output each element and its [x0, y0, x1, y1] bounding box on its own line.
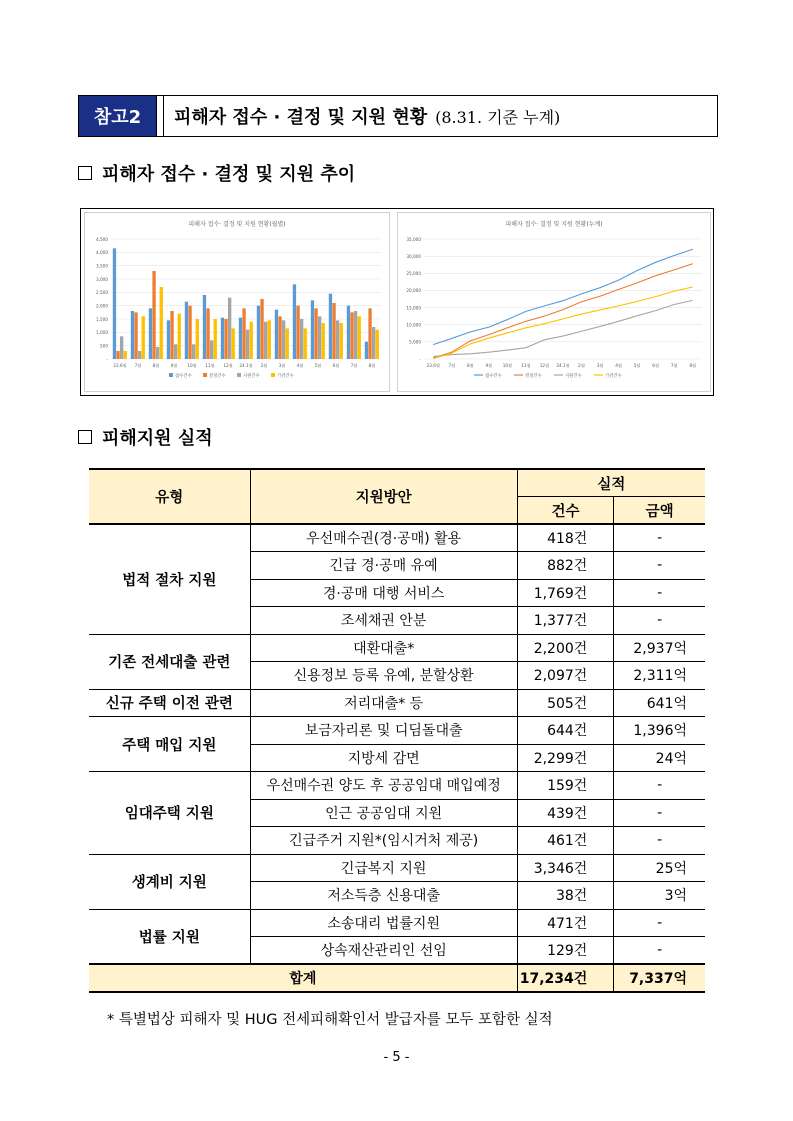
- x-tick-label: 8월: [368, 363, 376, 368]
- row-method: 긴급 경·공매 유예: [250, 552, 517, 580]
- reference-heading: [78, 95, 718, 137]
- y-tick-label: -: [419, 356, 421, 362]
- row-count: 461건: [517, 827, 614, 855]
- bar: [170, 311, 173, 359]
- x-tick-label: 11월: [205, 363, 215, 368]
- y-tick-label: 35,000: [406, 236, 421, 242]
- x-tick-label: 3월: [278, 363, 286, 368]
- bar: [300, 319, 303, 359]
- bar: [286, 328, 289, 359]
- x-tick-label: 12월: [539, 363, 550, 368]
- bar: [318, 316, 321, 359]
- row-amount: 24억: [614, 744, 705, 772]
- row-count: 418건: [517, 524, 614, 552]
- y-tick-label: -: [106, 356, 108, 362]
- x-tick-label: 3월: [596, 363, 604, 368]
- y-tick-label: 4,000: [96, 250, 108, 256]
- row-method: 우선매수권 양도 후 공공임대 매입예정: [250, 772, 517, 800]
- reference-date-note: (8.31. 기준 누계): [435, 107, 561, 127]
- row-amount: -: [614, 799, 705, 827]
- y-tick-label: 25,000: [406, 271, 421, 277]
- bar: [138, 351, 141, 359]
- x-tick-label: 4월: [296, 363, 304, 368]
- bar: [365, 342, 368, 359]
- legend-swatch: [203, 373, 207, 377]
- bar: [174, 344, 177, 359]
- bar: [120, 336, 123, 359]
- bar: [311, 300, 314, 359]
- row-method: 신용정보 등록 유예, 분할상환: [250, 662, 517, 690]
- row-count: 38건: [517, 882, 614, 910]
- row-type: 주택 매입 지원: [89, 717, 250, 772]
- series-line: [433, 287, 692, 359]
- row-count: 2,200건: [517, 634, 614, 662]
- bar: [203, 295, 206, 359]
- row-amount: -: [614, 937, 705, 965]
- section-support-title: 피해지원 실적: [102, 428, 213, 449]
- row-method: 저리대출* 등: [250, 689, 517, 717]
- table-row: [89, 717, 705, 745]
- row-amount: -: [614, 552, 705, 580]
- legend-label: 지원건수: [565, 374, 582, 379]
- legend-label: 가결건수: [277, 374, 294, 379]
- row-count: 3,346건: [517, 854, 614, 882]
- total-count: 17,234건: [517, 964, 614, 992]
- legend-label: 결정건수: [209, 374, 226, 379]
- row-amount: -: [614, 579, 705, 607]
- x-tick-label: 9월: [485, 363, 493, 368]
- row-method: 대환대출*: [250, 634, 517, 662]
- x-tick-label: 8월: [689, 363, 697, 368]
- y-tick-label: 4,500: [96, 236, 108, 242]
- bar: [224, 319, 227, 359]
- bar: [340, 323, 343, 359]
- bar: [239, 318, 242, 359]
- section-trend-heading: [78, 160, 355, 186]
- header-amount: 금액: [614, 497, 705, 525]
- x-tick-label: 23.6월: [426, 363, 440, 368]
- y-tick-label: 20,000: [406, 288, 421, 294]
- legend-label: 접수건수: [485, 374, 502, 379]
- bar: [372, 327, 375, 359]
- x-tick-label: 7월: [448, 363, 456, 368]
- row-method: 긴급주거 지원*(임시거처 제공): [250, 827, 517, 855]
- total-amount: 7,337억: [614, 964, 705, 992]
- bar: [124, 351, 127, 359]
- y-tick-label: 2,500: [96, 290, 108, 296]
- row-count: 159건: [517, 772, 614, 800]
- row-type: 임대주택 지원: [89, 772, 250, 855]
- checkbox-square-icon: [78, 166, 92, 180]
- x-tick-label: 10월: [187, 363, 197, 368]
- bar: [113, 248, 116, 359]
- bar: [206, 308, 209, 359]
- monthly-bar-chart: [84, 212, 390, 392]
- table-row: [89, 772, 705, 800]
- monthly-bar-chart-svg: [85, 213, 389, 391]
- row-amount: 641억: [614, 689, 705, 717]
- bar: [160, 287, 163, 359]
- x-tick-label: 7월: [350, 363, 358, 368]
- row-count: 129건: [517, 937, 614, 965]
- support-table-body: [89, 524, 705, 992]
- x-tick-label: 9월: [170, 363, 178, 368]
- row-method: 소송대리 법률지원: [250, 909, 517, 937]
- table-row: [89, 909, 705, 937]
- bar: [221, 318, 224, 359]
- row-count: 439건: [517, 799, 614, 827]
- x-tick-label: 8월: [152, 363, 160, 368]
- bar: [275, 310, 278, 359]
- bar: [268, 320, 271, 359]
- cumulative-line-chart-svg: [398, 213, 710, 391]
- y-tick-label: 15,000: [406, 305, 421, 311]
- bar: [156, 347, 159, 359]
- section-support-heading: [78, 424, 213, 450]
- bar: [293, 284, 296, 359]
- checkbox-square-icon: [78, 430, 92, 444]
- x-tick-label: 7월: [134, 363, 142, 368]
- x-tick-label: 5월: [314, 363, 322, 368]
- x-tick-label: 24.1월: [556, 363, 570, 368]
- row-amount: -: [614, 607, 705, 635]
- bar: [376, 330, 379, 359]
- row-method: 지방세 감면: [250, 744, 517, 772]
- chart-title: 피해자 접수· 결정 및 지원 현황(월별): [188, 221, 286, 228]
- table-row: [89, 854, 705, 882]
- row-method: 경·공매 대행 서비스: [250, 579, 517, 607]
- legend-label: 지원건수: [243, 374, 260, 379]
- row-type: 신규 주택 이전 관련: [89, 689, 250, 717]
- y-tick-label: 5,000: [409, 339, 421, 345]
- row-method: 긴급복지 지원: [250, 854, 517, 882]
- reference-title: [164, 96, 717, 136]
- bar: [116, 351, 119, 359]
- bar: [278, 316, 281, 359]
- row-count: 505건: [517, 689, 614, 717]
- row-amount: -: [614, 827, 705, 855]
- row-method: 보금자리론 및 디딤돌대출: [250, 717, 517, 745]
- page-number: - 5 -: [383, 1050, 410, 1065]
- reference-title-text: 피해자 접수 · 결정 및 지원 현황: [174, 107, 428, 128]
- bar: [264, 322, 267, 359]
- row-method: 우선매수권(경·공매) 활용: [250, 524, 517, 552]
- bar: [314, 308, 317, 359]
- x-tick-label: 8월: [466, 363, 474, 368]
- row-method: 조세채권 안분: [250, 607, 517, 635]
- row-count: 471건: [517, 909, 614, 937]
- bar: [350, 312, 353, 359]
- y-tick-label: 500: [100, 343, 108, 349]
- row-amount: 2,311억: [614, 662, 705, 690]
- bar: [131, 311, 134, 359]
- x-tick-label: 2월: [260, 363, 268, 368]
- row-count: 1,377건: [517, 607, 614, 635]
- x-tick-label: 7월: [670, 363, 678, 368]
- y-tick-label: 3,000: [96, 276, 108, 282]
- row-amount: -: [614, 909, 705, 937]
- bar: [358, 316, 361, 359]
- bar: [296, 306, 299, 359]
- bar: [149, 308, 152, 359]
- series-line: [433, 300, 692, 356]
- chart-title: 피해자 접수· 결정 및 지원 현황(누계): [505, 221, 603, 228]
- legend-label: 접수건수: [175, 374, 192, 379]
- row-amount: -: [614, 524, 705, 552]
- x-tick-label: 5월: [633, 363, 641, 368]
- header-type: 유형: [89, 469, 250, 524]
- table-row: [89, 524, 705, 552]
- row-amount: -: [614, 772, 705, 800]
- bar: [347, 306, 350, 359]
- header-count: 건수: [517, 497, 614, 525]
- reference-tag: 참고2: [79, 96, 157, 136]
- bar: [167, 320, 170, 359]
- y-tick-label: 3,500: [96, 263, 108, 269]
- bar: [242, 308, 245, 359]
- total-label: 합계: [89, 964, 517, 992]
- legend-label: 가결건수: [605, 374, 622, 379]
- legend-swatch: [271, 373, 275, 377]
- bar: [228, 298, 231, 359]
- bar: [322, 323, 325, 359]
- bar: [246, 330, 249, 359]
- x-tick-label: 2월: [578, 363, 585, 368]
- bar: [336, 320, 339, 359]
- legend-swatch: [169, 373, 173, 377]
- bar: [185, 302, 188, 359]
- x-tick-label: 6월: [652, 363, 660, 368]
- legend-label: 결정건수: [525, 374, 542, 379]
- bar: [142, 316, 145, 359]
- support-results-table: [89, 468, 705, 993]
- table-row: [89, 689, 705, 717]
- bar: [188, 306, 191, 359]
- row-type: 법률 지원: [89, 909, 250, 964]
- y-tick-label: 1,000: [96, 330, 108, 336]
- row-amount: 3억: [614, 882, 705, 910]
- bar: [196, 319, 199, 359]
- bar: [210, 340, 213, 359]
- bar: [332, 303, 335, 359]
- x-tick-label: 4월: [615, 363, 622, 368]
- y-tick-label: 2,000: [96, 303, 108, 309]
- bar: [260, 299, 263, 359]
- bar: [354, 311, 357, 359]
- bar: [250, 322, 253, 359]
- row-type: 법적 절차 지원: [89, 524, 250, 634]
- x-tick-label: 24.1월: [239, 363, 253, 368]
- section-trend-title: 피해자 접수 · 결정 및 지원 추이: [102, 164, 356, 185]
- bar: [304, 328, 307, 359]
- x-tick-label: 11월: [521, 363, 531, 368]
- legend-swatch: [237, 373, 241, 377]
- bar: [214, 319, 217, 359]
- header-result: 실적: [517, 469, 705, 497]
- bar: [152, 271, 155, 359]
- row-amount: 25억: [614, 854, 705, 882]
- row-count: 882건: [517, 552, 614, 580]
- footnote: * 특별법상 피해자 및 HUG 전세피해확인서 발급자를 모두 포함한 실적: [107, 1012, 553, 1028]
- x-tick-label: 23.6월: [113, 363, 127, 368]
- cumulative-line-chart: [397, 212, 711, 392]
- y-tick-label: 30,000: [406, 253, 421, 259]
- row-count: 1,769건: [517, 579, 614, 607]
- y-tick-label: 10,000: [406, 322, 421, 328]
- row-type: 생계비 지원: [89, 854, 250, 909]
- table-row: [89, 634, 705, 662]
- bar: [368, 308, 371, 359]
- bar: [178, 314, 181, 359]
- row-count: 644건: [517, 717, 614, 745]
- x-tick-label: 10월: [502, 363, 513, 368]
- row-method: 저소득층 신용대출: [250, 882, 517, 910]
- row-method: 상속재산관리인 선임: [250, 937, 517, 965]
- charts-panel: [80, 208, 714, 396]
- bar: [232, 328, 235, 359]
- y-tick-label: 1,500: [96, 316, 108, 322]
- header-method: 지원방안: [250, 469, 517, 524]
- bar: [134, 312, 137, 359]
- row-method: 인근 공공임대 지원: [250, 799, 517, 827]
- reference-divider: [157, 96, 164, 136]
- bar: [282, 320, 285, 359]
- row-amount: 2,937억: [614, 634, 705, 662]
- row-count: 2,097건: [517, 662, 614, 690]
- bar: [329, 294, 332, 359]
- row-count: 2,299건: [517, 744, 614, 772]
- x-tick-label: 12월: [223, 363, 233, 368]
- row-amount: 1,396억: [614, 717, 705, 745]
- total-row: [89, 964, 705, 992]
- x-tick-label: 6월: [332, 363, 340, 368]
- row-type: 기존 전세대출 관련: [89, 634, 250, 689]
- bar: [192, 344, 195, 359]
- bar: [257, 306, 260, 359]
